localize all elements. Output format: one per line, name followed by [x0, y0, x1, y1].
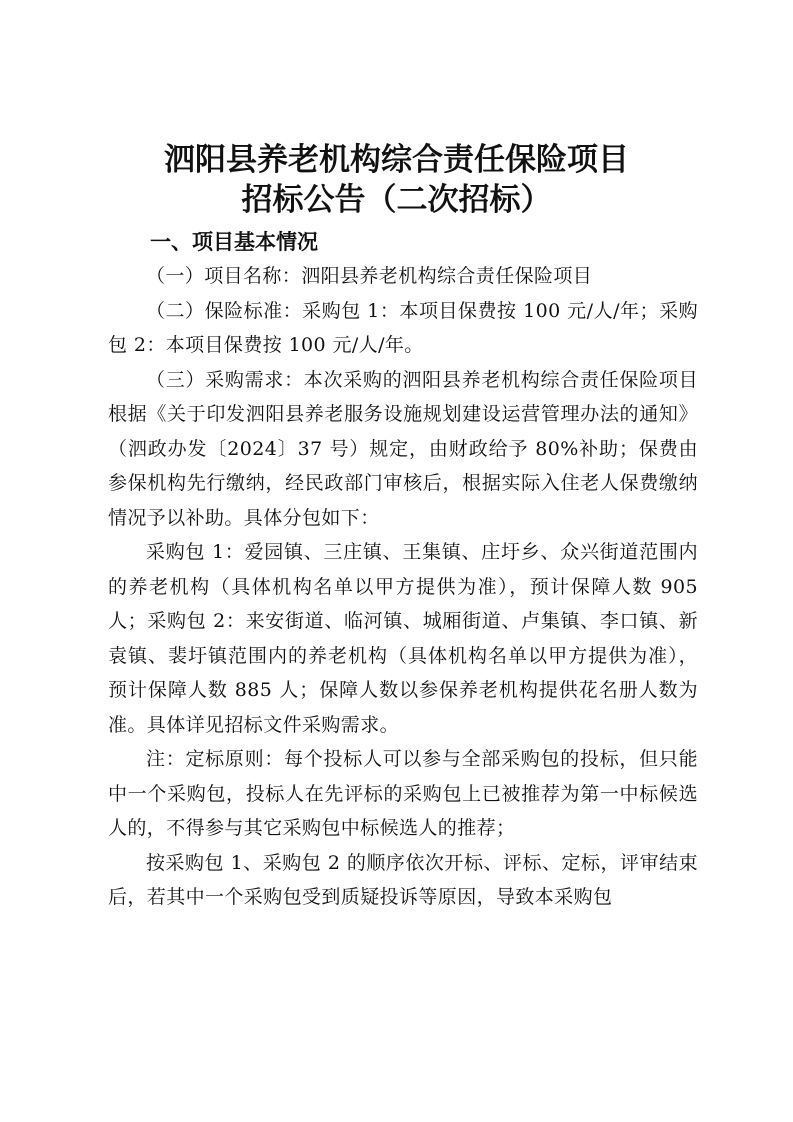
- document-title-line-2: 招标公告（二次招标）: [241, 182, 552, 218]
- paragraph-award-principle: 注：定标原则：每个投标人可以参与全部采购包的投标，但只能中一个采购包，投标人在先评标的采购包上已被推荐为第一中标候选人的，不得参与其它采购包中标候选人的推荐；: [108, 748, 698, 839]
- paragraph-project-name: （一）项目名称：泗阳县养老机构综合责任保险项目: [146, 265, 593, 287]
- paragraph-insurance-standard: （二）保险标准：采购包 1：本项目保费按 100 元/人/年；采购包 2：本项目保费按 100 元/人/年。: [108, 299, 698, 356]
- paragraph-procurement-requirements: （三）采购需求：本次采购的泗阳县养老机构综合责任保险项目根据《关于印发泗阳县养老服务设施规划建设运营管理办法的通知》（泗政办发〔2024〕37 号）规定，由财政给予 80%补助；保费由参保机构先行缴纳，经民政部门审核后，根据实际入住老人保费缴纳情况予以补助。具体分包如下：: [108, 368, 698, 529]
- paragraph-package-details: 采购包 1：爱园镇、三庄镇、王集镇、庄圩乡、众兴街道范围内的养老机构（具体机构名单以甲方提供为准），预计保障人数 905 人；采购包 2：来安街道、临河镇、城厢街道、卢集镇、李口镇、新袁镇、裴圩镇范围内的养老机构（具体机构名单以甲方提供为准），预计保障人数 885 人；保障人数以参保养老机构提供花名册人数为准。具体详见招标文件采购需求。: [108, 541, 698, 736]
- document-title-line-1: 泗阳县养老机构综合责任保险项目: [164, 142, 629, 178]
- section-heading-basic-info: 一、项目基本情况: [150, 230, 318, 254]
- paragraph-opening-order: 按采购包 1、采购包 2 的顺序依次开标、评标、定标，评审结束后，若其中一个采购包受到质疑投诉等原因，导致本采购包: [108, 851, 698, 908]
- document-body: [108, 259, 698, 915]
